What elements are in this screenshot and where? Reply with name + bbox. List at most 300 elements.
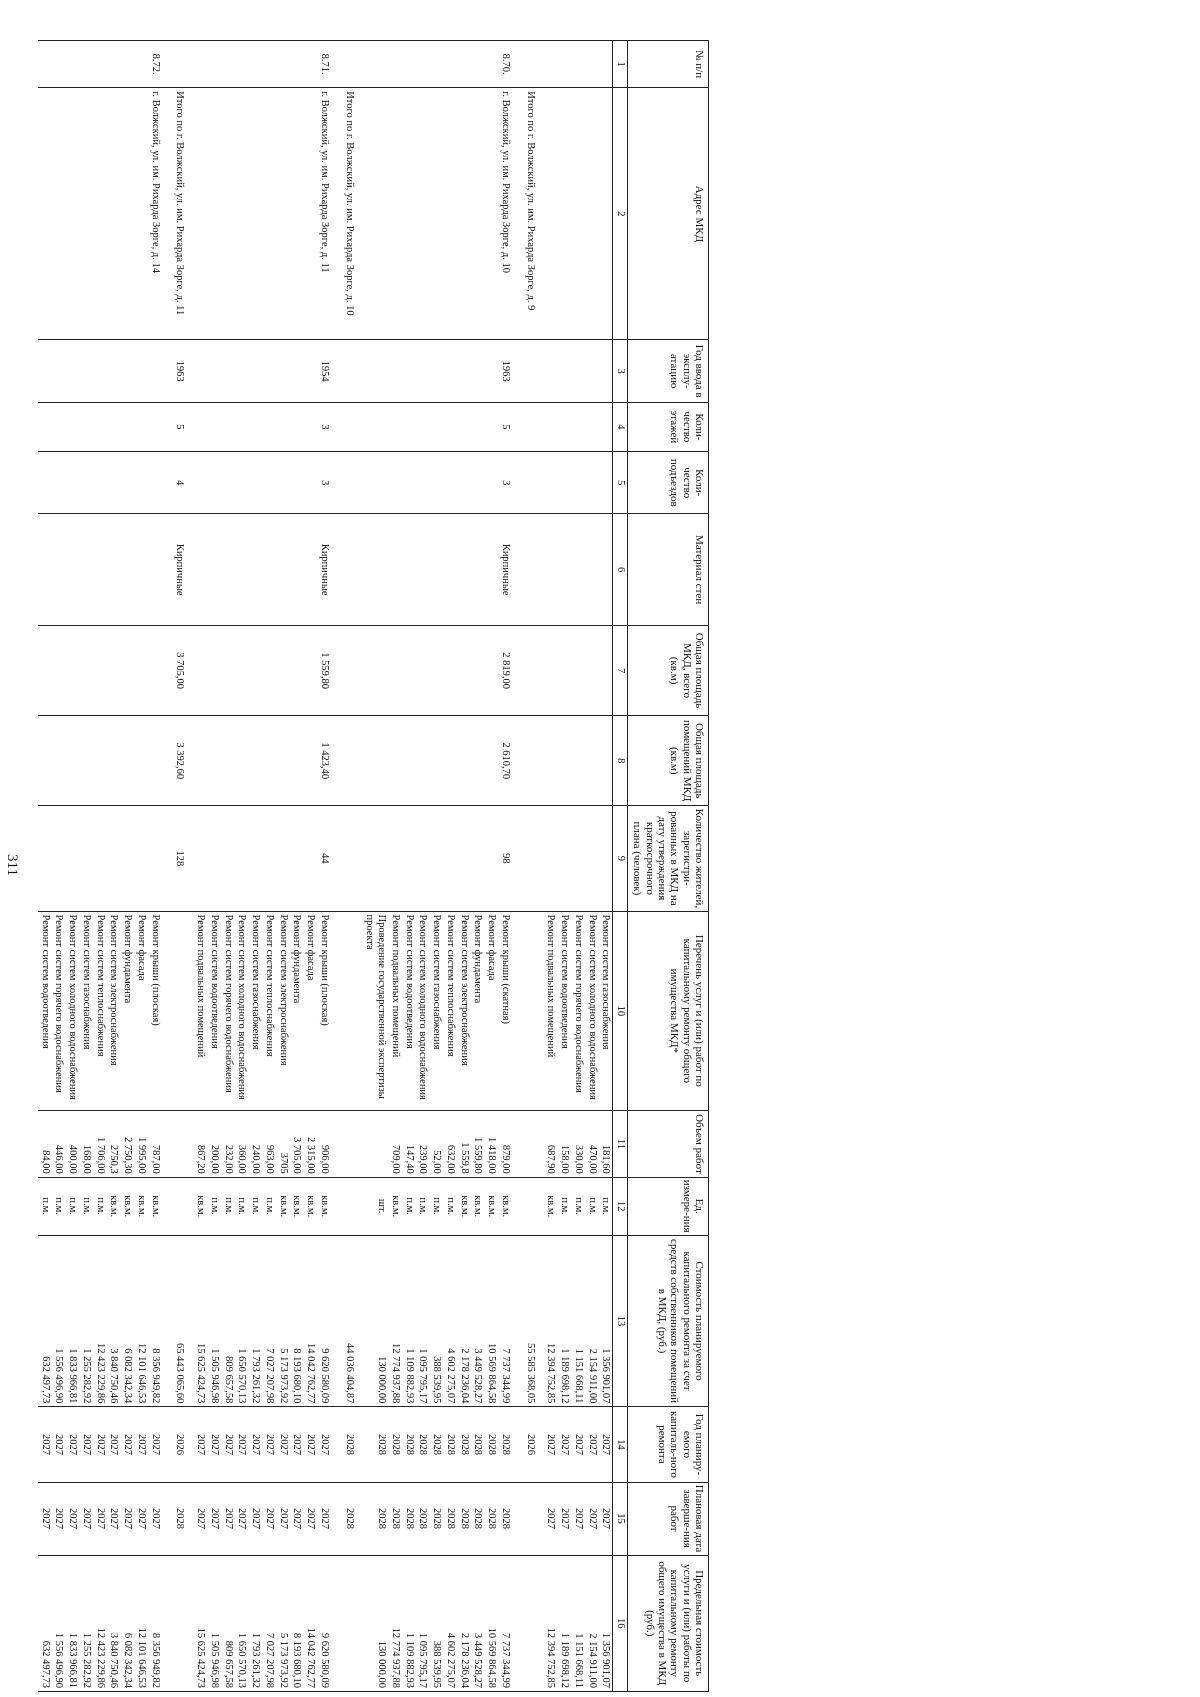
cell-area-rooms [571, 716, 585, 806]
cell-unit: кв.м. [388, 1177, 402, 1235]
cell-year [120, 340, 134, 402]
cell-year [276, 340, 290, 402]
cell-end-date: 2027 [38, 1482, 52, 1555]
cell-end-date: 2027 [207, 1482, 221, 1555]
cell-material [484, 514, 498, 626]
cell-floors [248, 402, 262, 451]
cell-work: Ремонт систем горячего водоснабжения [221, 911, 235, 1111]
cell-volume: 168,00 [79, 1111, 93, 1178]
cell-cost: 388 539,95 [429, 1235, 443, 1407]
cell-no [402, 41, 416, 88]
table-row [193, 41, 207, 1692]
cell-no [290, 41, 304, 88]
cell-work: Ремонт подвальных помещений [193, 911, 207, 1111]
column-number: 10 [613, 911, 628, 1111]
cell-area-rooms [38, 716, 52, 806]
header-cell: Предельная стоимость услуги и (или) работы по капитальному ремонту общего имущества в МКД (руб.) [628, 1555, 709, 1691]
column-number: 5 [613, 452, 628, 514]
cell-entrances [235, 452, 249, 514]
cell-area-total [388, 626, 402, 716]
column-number: 16 [613, 1555, 628, 1691]
cell-address [93, 88, 107, 340]
table-row [148, 41, 166, 1692]
cell-residents: 98 [498, 806, 516, 911]
cell-no [571, 41, 585, 88]
cell-cost: 15 625 424,73 [193, 1235, 207, 1407]
cell-area-total [38, 626, 52, 716]
cell-entrances [599, 452, 613, 514]
cell-residents [193, 806, 207, 911]
cell-floors [471, 402, 485, 451]
cell-cost: 1 189 698,12 [557, 1235, 571, 1407]
cell-volume: 239,00 [416, 1111, 430, 1178]
cell-entrances [276, 452, 290, 514]
cell-limit: 1 095 795,17 [416, 1555, 430, 1691]
cell-no [471, 41, 485, 88]
cell-end-date: 2027 [248, 1482, 262, 1555]
cell-cost: 1 833 966,81 [65, 1235, 79, 1407]
cell-area-rooms [443, 716, 457, 806]
cell-material [335, 514, 363, 626]
cell-plan-year: 2027 [65, 1407, 79, 1482]
cell-no [221, 41, 235, 88]
cell-cost: 3 449 528,27 [471, 1235, 485, 1407]
cell-area-total [303, 626, 317, 716]
cell-end-date: 2027 [599, 1482, 613, 1555]
cell-address: Итого по г. Волжский, ул. им. Рихарда Зорге, д. 11 [166, 88, 194, 340]
cell-volume: 709,00 [388, 1111, 402, 1178]
cell-area-total [544, 626, 558, 716]
cell-address: Итого по г. Волжский, ул. им. Рихарда Зорге, д. 10 [335, 88, 363, 340]
cell-cost: 12 394 752,85 [544, 1235, 558, 1407]
cell-area-rooms [235, 716, 249, 806]
table-row [65, 41, 79, 1692]
cell-address [38, 88, 52, 340]
cell-area-rooms [148, 716, 166, 806]
cell-entrances [429, 452, 443, 514]
cell-address [388, 88, 402, 340]
cell-area-total [402, 626, 416, 716]
cell-work: Ремонт систем водоотведения [207, 911, 221, 1111]
cell-material [585, 514, 599, 626]
cell-residents [120, 806, 134, 911]
cell-volume: 787,00 [148, 1111, 166, 1178]
cell-unit: п.м. [557, 1177, 571, 1235]
cell-year [65, 340, 79, 402]
cell-work [166, 911, 194, 1111]
cell-residents: 128 [166, 806, 194, 911]
cell-cost: 1 356 901,07 [599, 1235, 613, 1407]
cell-residents [599, 806, 613, 911]
cell-entrances [262, 452, 276, 514]
cell-address: г. Волжский, ул. им. Рихарда Зорге, д. 14 [148, 88, 166, 340]
cell-address [65, 88, 79, 340]
cell-area-total [248, 626, 262, 716]
column-number: 11 [613, 1111, 628, 1178]
cell-work: Ремонт крыши (плоская) [148, 911, 166, 1111]
cell-year [429, 340, 443, 402]
cell-year [290, 340, 304, 402]
cell-area-total [429, 626, 443, 716]
table-row [303, 41, 317, 1692]
cell-no [134, 41, 148, 88]
cell-floors [585, 402, 599, 451]
cell-unit: п.м. [599, 1177, 613, 1235]
cell-limit: 809 657,58 [221, 1555, 235, 1691]
cell-work: Ремонт подвальных помещений [544, 911, 558, 1111]
cell-unit: п.м. [262, 1177, 276, 1235]
cell-work: Ремонт фундамента [471, 911, 485, 1111]
cell-floors [443, 402, 457, 451]
cell-unit [516, 1177, 544, 1235]
cell-work [335, 911, 363, 1111]
table-row [585, 41, 599, 1692]
cell-address [193, 88, 207, 340]
cell-unit: п.м. [79, 1177, 93, 1235]
cell-volume: 2 750,30 [120, 1111, 134, 1178]
cell-area-total [120, 626, 134, 716]
cell-end-date: 2027 [276, 1482, 290, 1555]
cell-entrances [79, 452, 93, 514]
cell-plan-year: 2027 [317, 1407, 335, 1482]
cell-entrances [443, 452, 457, 514]
cell-plan-year: 2027 [93, 1407, 107, 1482]
cell-floors [193, 402, 207, 451]
cell-unit: п.м. [402, 1177, 416, 1235]
cell-residents [484, 806, 498, 911]
table-row [443, 41, 457, 1692]
cell-material [79, 514, 93, 626]
cell-area-total: 2 819,00 [498, 626, 516, 716]
cell-area-total: 1 559,80 [317, 626, 335, 716]
cell-year [571, 340, 585, 402]
cell-end-date: 2027 [93, 1482, 107, 1555]
cell-plan-year: 2027 [120, 1407, 134, 1482]
cell-entrances [585, 452, 599, 514]
cell-area-rooms [107, 716, 121, 806]
cell-year [402, 340, 416, 402]
cell-address [585, 88, 599, 340]
cell-cost: 3 840 750,46 [107, 1235, 121, 1407]
cell-volume: 200,00 [207, 1111, 221, 1178]
cell-plan-year: 2028 [443, 1407, 457, 1482]
cell-entrances [148, 452, 166, 514]
header-row [628, 41, 709, 1692]
cell-unit: кв.м. [120, 1177, 134, 1235]
cell-volume: 446,00 [52, 1111, 66, 1178]
cell-end-date [516, 1482, 544, 1555]
cell-material [557, 514, 571, 626]
cell-year [303, 340, 317, 402]
cell-no [52, 41, 66, 88]
cell-residents [363, 806, 389, 911]
cell-residents [471, 806, 485, 911]
cell-no [363, 41, 389, 88]
cell-work: Проведение государственной экспертизы проекта [363, 911, 389, 1111]
column-number: 1 [613, 41, 628, 88]
cell-material: Кирпичные [317, 514, 335, 626]
cell-work: Ремонт систем газоснабжения [79, 911, 93, 1111]
cell-residents [429, 806, 443, 911]
cell-limit: 1 833 966,81 [65, 1555, 79, 1691]
cell-limit: 9 620 580,09 [317, 1555, 335, 1691]
cell-year [221, 340, 235, 402]
cell-no [79, 41, 93, 88]
cell-end-date: 2028 [484, 1482, 498, 1555]
cell-volume: 906,00 [317, 1111, 335, 1178]
cell-residents [571, 806, 585, 911]
table-row [221, 41, 235, 1692]
cell-cost: 6 082 342,34 [120, 1235, 134, 1407]
cell-material [235, 514, 249, 626]
cell-work: Ремонт систем электроснабжения [107, 911, 121, 1111]
cell-entrances [388, 452, 402, 514]
cell-work: Ремонт крыши (скатная) [498, 911, 516, 1111]
cell-cost: 5 173 973,92 [276, 1235, 290, 1407]
cell-plan-year: 2027 [207, 1407, 221, 1482]
cell-limit: 14 042 762,77 [303, 1555, 317, 1691]
cell-plan-year: 2027 [79, 1407, 93, 1482]
cell-area-total [457, 626, 471, 716]
cell-plan-year: 2027 [134, 1407, 148, 1482]
cell-unit: кв.м. [290, 1177, 304, 1235]
cell-year [93, 340, 107, 402]
cell-plan-year: 2028 [484, 1407, 498, 1482]
cell-residents [335, 806, 363, 911]
cell-end-date: 2027 [148, 1482, 166, 1555]
cell-no [443, 41, 457, 88]
cell-work: Ремонт систем газоснабжения [248, 911, 262, 1111]
cell-entrances [52, 452, 66, 514]
cell-floors [221, 402, 235, 451]
cell-unit: кв.м. [484, 1177, 498, 1235]
cell-residents [235, 806, 249, 911]
cell-volume: 1 706,00 [93, 1111, 107, 1178]
cell-work: Ремонт систем водоотведения [38, 911, 52, 1111]
cell-end-date: 2027 [134, 1482, 148, 1555]
cell-work: Ремонт систем горячего водоснабжения [571, 911, 585, 1111]
cell-volume: 867,20 [193, 1111, 207, 1178]
header-cell: Общая площадь помещений МКД (кв.м) [628, 716, 709, 806]
cell-end-date: 2028 [335, 1482, 363, 1555]
cell-address [221, 88, 235, 340]
cell-entrances [363, 452, 389, 514]
cell-limit: 1 109 882,93 [402, 1555, 416, 1691]
cell-area-rooms [457, 716, 471, 806]
cell-area-rooms: 1 423,40 [317, 716, 335, 806]
cell-work [516, 911, 544, 1111]
cell-cost: 1 505 946,98 [207, 1235, 221, 1407]
cell-residents [134, 806, 148, 911]
header-cell: Объем работ [628, 1111, 709, 1178]
cell-limit: 7 027 207,98 [262, 1555, 276, 1691]
cell-residents [416, 806, 430, 911]
cell-residents [457, 806, 471, 911]
cell-address [52, 88, 66, 340]
cell-volume: 158,00 [557, 1111, 571, 1178]
cell-floors [148, 402, 166, 451]
cell-year [107, 340, 121, 402]
cell-unit: кв.м. [193, 1177, 207, 1235]
cell-year [471, 340, 485, 402]
cell-cost: 4 602 275,07 [443, 1235, 457, 1407]
cell-end-date: 2028 [388, 1482, 402, 1555]
cell-floors [235, 402, 249, 451]
cell-year [457, 340, 471, 402]
cell-residents [303, 806, 317, 911]
cell-floors [276, 402, 290, 451]
cell-entrances [65, 452, 79, 514]
cell-area-rooms [585, 716, 599, 806]
cell-address [235, 88, 249, 340]
cell-area-total [443, 626, 457, 716]
cell-no [585, 41, 599, 88]
page-number: 311 [4, 854, 20, 876]
cell-unit: шт. [363, 1177, 389, 1235]
column-number: 4 [613, 402, 628, 451]
cell-work: Ремонт систем теплоснабжения [443, 911, 457, 1111]
cell-residents [443, 806, 457, 911]
cell-no [248, 41, 262, 88]
cell-floors [120, 402, 134, 451]
cell-address [484, 88, 498, 340]
cell-entrances [221, 452, 235, 514]
cell-address [363, 88, 389, 340]
cell-entrances [471, 452, 485, 514]
cell-area-rooms [52, 716, 66, 806]
cell-no [276, 41, 290, 88]
cell-address [599, 88, 613, 340]
cell-unit: кв.м. [544, 1177, 558, 1235]
cell-volume: 1 559,80 [471, 1111, 485, 1178]
cell-area-rooms [65, 716, 79, 806]
cell-residents [38, 806, 52, 911]
cell-work: Ремонт фасада [134, 911, 148, 1111]
cell-end-date: 2027 [65, 1482, 79, 1555]
cell-limit: 8 356 949,82 [148, 1555, 166, 1691]
cell-plan-year: 2027 [276, 1407, 290, 1482]
cell-limit: 5 173 973,92 [276, 1555, 290, 1691]
cell-end-date: 2027 [79, 1482, 93, 1555]
cell-volume: 181,60 [599, 1111, 613, 1178]
cell-material [363, 514, 389, 626]
cell-address: Итого по г. Волжский, ул. им. Рихарда Зорге, д. 9 [516, 88, 544, 340]
table-header [613, 41, 709, 1692]
cell-end-date: 2027 [290, 1482, 304, 1555]
cell-material [471, 514, 485, 626]
cell-plan-year: 2026 [166, 1407, 194, 1482]
cell-residents [388, 806, 402, 911]
cell-material [571, 514, 585, 626]
table-row [335, 41, 363, 1692]
cell-material [388, 514, 402, 626]
cell-address: г. Волжский, ул. им. Рихарда Зорге, д. 11 [317, 88, 335, 340]
cell-floors [571, 402, 585, 451]
cell-cost: 44 036 404,87 [335, 1235, 363, 1407]
cell-address [557, 88, 571, 340]
cell-work: Ремонт систем холодного водоснабжения [235, 911, 249, 1111]
table-row [93, 41, 107, 1692]
cell-year [557, 340, 571, 402]
cell-floors [544, 402, 558, 451]
cell-area-total [134, 626, 148, 716]
cell-plan-year: 2026 [516, 1407, 544, 1482]
cell-limit [335, 1555, 363, 1691]
table-row [544, 41, 558, 1692]
cell-residents [248, 806, 262, 911]
cell-plan-year: 2028 [471, 1407, 485, 1482]
cell-entrances [335, 452, 363, 514]
cell-year [484, 340, 498, 402]
cell-cost: 8 193 680,10 [290, 1235, 304, 1407]
cell-no [120, 41, 134, 88]
cell-residents [65, 806, 79, 911]
cell-area-total [599, 626, 613, 716]
cell-area-rooms [416, 716, 430, 806]
cell-area-rooms [93, 716, 107, 806]
cell-no [457, 41, 471, 88]
cell-plan-year: 2028 [416, 1407, 430, 1482]
table-row [557, 41, 571, 1692]
cell-year [52, 340, 66, 402]
cell-area-total [235, 626, 249, 716]
cell-entrances [107, 452, 121, 514]
cell-address [207, 88, 221, 340]
cell-floors [93, 402, 107, 451]
cell-area-rooms [207, 716, 221, 806]
table-row [471, 41, 485, 1692]
cell-area-total [471, 626, 485, 716]
cell-area-total [516, 626, 544, 716]
cell-entrances [516, 452, 544, 514]
cell-limit: 1 556 496,90 [52, 1555, 66, 1691]
cell-address [443, 88, 457, 340]
cell-address [262, 88, 276, 340]
cell-no: 8.70. [498, 41, 516, 88]
cell-work: Ремонт систем холодного водоснабжения [585, 911, 599, 1111]
cell-unit: п.м. [443, 1177, 457, 1235]
cell-limit: 1 650 570,13 [235, 1555, 249, 1691]
cell-material [38, 514, 52, 626]
cell-work: Ремонт систем теплоснабжения [93, 911, 107, 1111]
cell-area-rooms [134, 716, 148, 806]
cell-area-rooms [120, 716, 134, 806]
cell-work: Ремонт систем газоснабжения [599, 911, 613, 1111]
cell-area-total [262, 626, 276, 716]
table-row [290, 41, 304, 1692]
header-cell: Коли-чество подъездов [628, 452, 709, 514]
cell-floors [363, 402, 389, 451]
cell-area-total [207, 626, 221, 716]
cell-address [276, 88, 290, 340]
cell-cost: 1 255 282,92 [79, 1235, 93, 1407]
cell-no [429, 41, 443, 88]
cell-area-total [148, 626, 166, 716]
cell-year: 1963 [166, 340, 194, 402]
cell-volume: 52,00 [429, 1111, 443, 1178]
cell-plan-year: 2027 [262, 1407, 276, 1482]
cell-address [457, 88, 471, 340]
table-row [166, 41, 194, 1692]
cell-plan-year: 2027 [544, 1407, 558, 1482]
cell-floors [516, 402, 544, 451]
column-number: 14 [613, 1407, 628, 1482]
cell-year [207, 340, 221, 402]
cell-floors [65, 402, 79, 451]
cell-volume: 3 705,00 [290, 1111, 304, 1178]
cell-volume: 687,90 [544, 1111, 558, 1178]
cell-year: 1963 [498, 340, 516, 402]
